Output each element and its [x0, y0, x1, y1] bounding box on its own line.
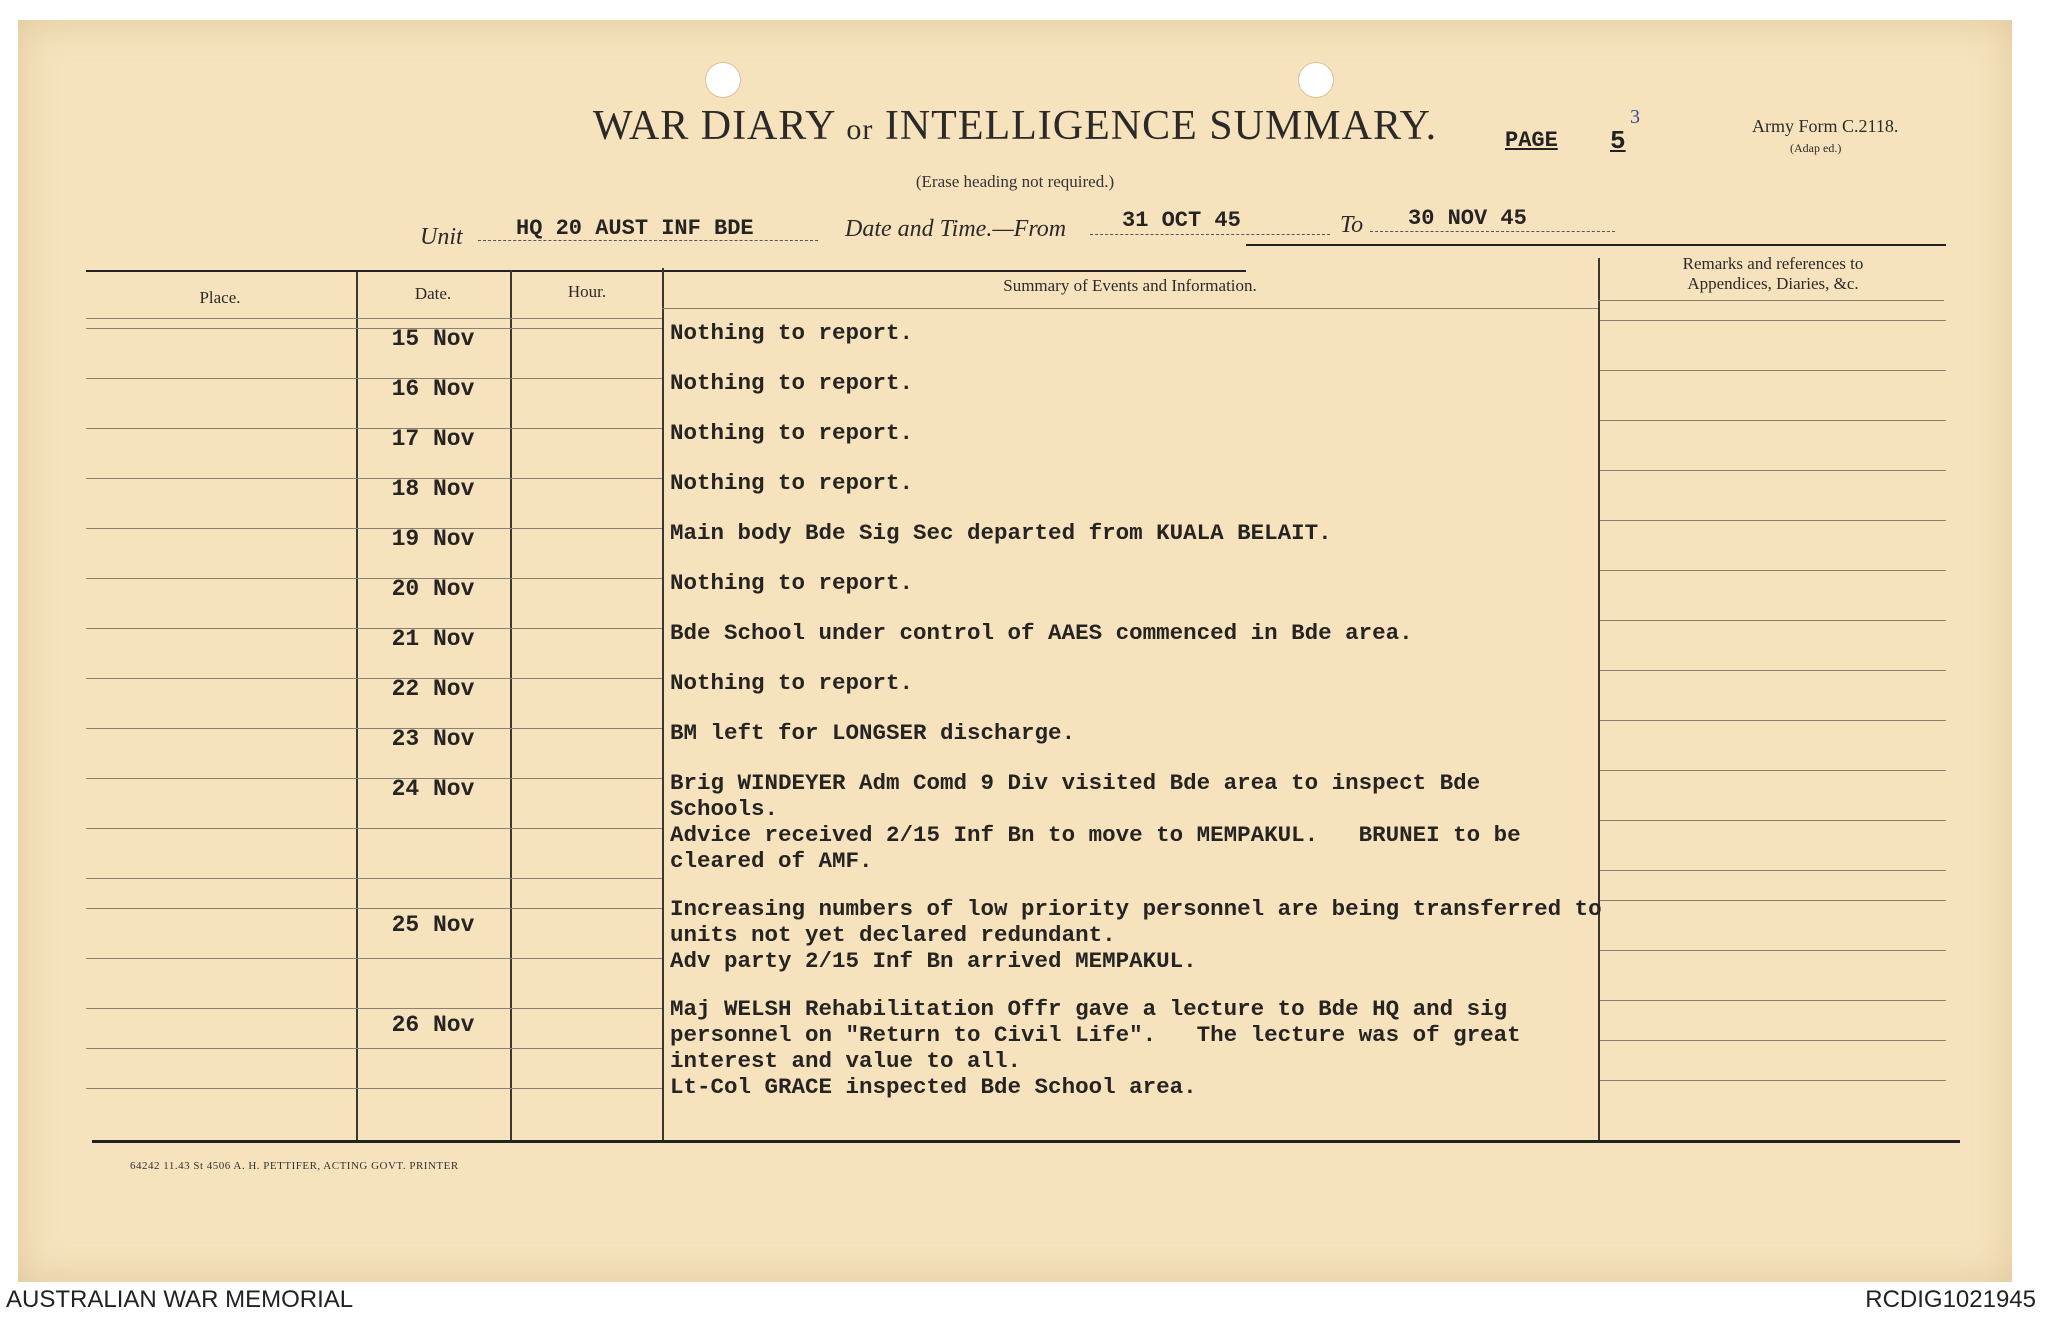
entry-date: 26 Nov — [391, 1012, 475, 1038]
entry-date: 22 Nov — [391, 676, 475, 702]
ruled-line-remarks — [1600, 620, 1946, 621]
entry-summary: Nothing to report. — [670, 320, 914, 346]
ruled-line — [86, 878, 662, 879]
entry-summary: Nothing to report. — [670, 370, 914, 396]
entry-summary: Main body Bde Sig Sec departed from KUALA BELAIT. — [670, 520, 1332, 546]
ruled-line-remarks — [1600, 670, 1946, 671]
entry-summary: Increasing numbers of low priority personnel are being transferred to units not yet declared redundant. Adv party 2/15 Inf Bn arrived MEMPAKUL. — [670, 896, 1602, 974]
ruled-line — [86, 828, 662, 829]
ruled-line — [86, 958, 662, 959]
col-divider-place-date — [356, 272, 358, 1140]
entry-summary: Nothing to report. — [670, 470, 914, 496]
title-war-diary: WAR DIARY — [592, 103, 835, 149]
entry-summary: Bde School under control of AAES commenced in Bde area. — [670, 620, 1413, 646]
header-underline-remarks — [1598, 300, 1944, 301]
table-top-rule — [86, 270, 1246, 272]
col-head-place: Place. — [199, 288, 241, 307]
entry-date: 21 Nov — [391, 626, 475, 652]
ruled-line-remarks — [1600, 470, 1946, 471]
ruled-line-remarks — [1600, 1040, 1946, 1041]
ruled-line — [86, 1008, 662, 1009]
ruled-line-remarks — [1600, 870, 1946, 871]
from-underline — [1090, 234, 1330, 235]
ruled-line-remarks — [1600, 900, 1946, 901]
to-value: 30 NOV 45 — [1408, 206, 1527, 231]
entry-summary: Nothing to report. — [670, 670, 914, 696]
page-label: PAGE — [1505, 128, 1558, 153]
unit-value: HQ 20 AUST INF BDE — [516, 216, 754, 241]
col-head-date: Date. — [414, 284, 452, 303]
entry-date: 25 Nov — [391, 912, 475, 938]
punch-hole-left — [705, 62, 741, 98]
col-divider-summary-remarks — [1598, 258, 1600, 1140]
entry-summary: Nothing to report. — [670, 570, 914, 596]
punch-hole-right — [1298, 62, 1334, 98]
entry-date: 19 Nov — [391, 526, 475, 552]
title-or: or — [846, 113, 874, 146]
entry-summary: Nothing to report. — [670, 420, 914, 446]
ruled-line-remarks — [1600, 950, 1946, 951]
ruled-line-remarks — [1600, 570, 1946, 571]
to-label: To — [1340, 212, 1364, 238]
ruled-line-remarks — [1600, 770, 1946, 771]
header-underline-summary — [662, 308, 1598, 309]
unit-label: Unit — [420, 224, 463, 250]
entry-summary: BM left for LONGSER discharge. — [670, 720, 1076, 746]
table-top-rule-right — [1246, 244, 1946, 246]
page-number: 5 — [1610, 126, 1626, 156]
army-form-sub: (Adap ed.) — [1790, 141, 1842, 155]
ruled-line-remarks — [1600, 520, 1946, 521]
entry-date: 16 Nov — [391, 376, 475, 402]
date-time-label: Date and Time.—From — [845, 216, 1067, 242]
to-underline — [1370, 231, 1615, 232]
page-superscript: 3 — [1630, 106, 1640, 128]
ruled-line-remarks — [1600, 820, 1946, 821]
army-form-label: Army Form C.2118. — [1752, 116, 1899, 136]
col-head-remarks-line2: Appendices, Diaries, &c. — [1687, 274, 1859, 293]
ruled-line-remarks — [1600, 1080, 1946, 1081]
title-intelligence-summary: INTELLIGENCE SUMMARY. — [884, 103, 1438, 149]
table-bottom-rule — [92, 1140, 1960, 1143]
ruled-line-remarks — [1600, 320, 1946, 321]
ruled-line-remarks — [1600, 370, 1946, 371]
ruled-line — [86, 1048, 662, 1049]
col-divider-date-hour — [510, 270, 512, 1140]
erase-note: (Erase heading not required.) — [915, 172, 1115, 191]
header-underline-left — [86, 318, 662, 319]
credit-right: RCDIG1021945 — [1865, 1286, 2036, 1313]
ruled-line-remarks — [1600, 420, 1946, 421]
col-head-hour: Hour. — [567, 282, 607, 301]
entry-summary: Brig WINDEYER Adm Comd 9 Div visited Bde area to inspect Bde Schools. Advice received 2/15 Inf Bn to move to MEMPAKUL. BRUNEI to be cleared of AMF. — [670, 770, 1521, 874]
ruled-line-remarks — [1600, 1000, 1946, 1001]
entry-date: 24 Nov — [391, 776, 475, 802]
entry-date: 18 Nov — [391, 476, 475, 502]
credit-left: AUSTRALIAN WAR MEMORIAL — [6, 1286, 354, 1313]
printer-imprint: 64242 11.43 St 4506 A. H. PETTIFER, ACTING GOVT. PRINTER — [130, 1160, 459, 1172]
entry-date: 20 Nov — [391, 576, 475, 602]
form-title — [18, 102, 2012, 150]
ruled-line — [86, 1088, 662, 1089]
entry-date: 23 Nov — [391, 726, 475, 752]
entry-date: 15 Nov — [391, 326, 475, 352]
col-divider-hour-summary — [662, 268, 664, 1140]
ruled-line — [86, 908, 662, 909]
col-head-summary: Summary of Events and Information. — [1003, 276, 1257, 295]
ruled-line-remarks — [1600, 720, 1946, 721]
entry-summary: Maj WELSH Rehabilitation Offr gave a lecture to Bde HQ and sig personnel on "Return to Civil Life". The lecture was of great interest and value to all. Lt-Col GRACE inspected Bde School area. — [670, 996, 1521, 1100]
entry-date: 17 Nov — [391, 426, 475, 452]
col-head-remarks-line1: Remarks and references to — [1682, 254, 1864, 273]
from-value: 31 OCT 45 — [1122, 208, 1241, 233]
